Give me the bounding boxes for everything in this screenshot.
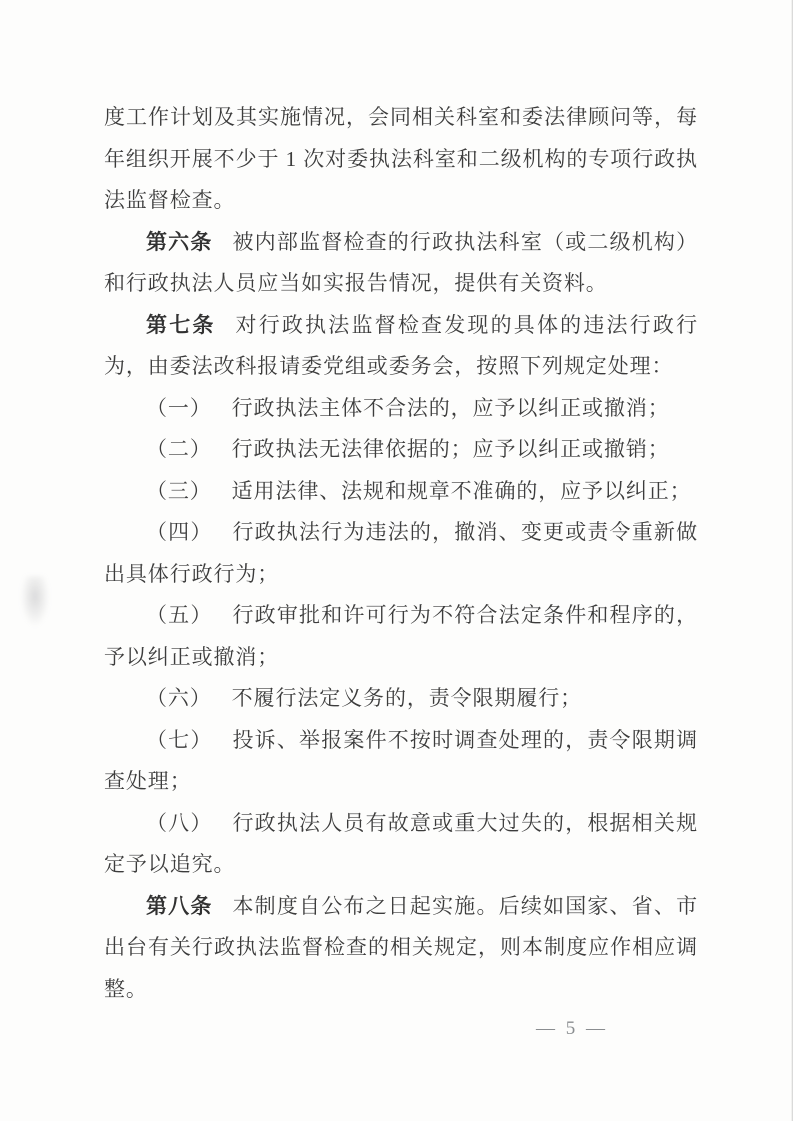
list-item-3 xyxy=(104,471,698,513)
list-item-8 xyxy=(104,803,698,886)
paragraph-article-8 xyxy=(104,886,698,1011)
list-item-5 xyxy=(104,595,698,678)
item-number: （六） xyxy=(146,686,212,710)
page-number: — 5 — xyxy=(536,1018,608,1039)
paragraph-text: 本制度自公布之日起实施。后续如国家、省、市出台有关行政执法监督检查的相关规定，则本制度应作相应调整。 xyxy=(104,893,698,1001)
list-item-2 xyxy=(104,429,698,471)
item-number: （三） xyxy=(146,478,212,503)
item-number: （七） xyxy=(146,727,213,752)
item-number: （二） xyxy=(146,437,212,461)
list-item-1 xyxy=(104,388,698,430)
paragraph-text: 行政执法行为违法的，撤消、变更或责令重新做出具体行政行为； xyxy=(104,520,698,586)
paragraph-continuation xyxy=(104,97,698,222)
article-number: 第八条 xyxy=(146,893,213,918)
paragraph-text: 投诉、举报案件不按时调查处理的，责令限期调查处理； xyxy=(104,727,698,793)
list-item-6 xyxy=(104,678,698,720)
scan-smudge-artifact xyxy=(20,576,50,628)
list-item-7 xyxy=(104,720,698,803)
article-number: 第七条 xyxy=(146,312,216,337)
article-number: 第六条 xyxy=(146,229,213,254)
paragraph-text: 对行政执法监督检查发现的具体的违法行政行为，由委法改科报请委党组或委务会，按照下列规定处理： xyxy=(104,312,699,378)
paragraph-text: 度工作计划及其实施情况，会同相关科室和委法律顾问等，每年组织开展不少于 1 次对委执法科室和二级机构的专项行政执法监督检查。 xyxy=(104,105,698,212)
paragraph-article-7 xyxy=(104,305,698,388)
item-number: （四） xyxy=(146,520,213,544)
item-number: （八） xyxy=(146,810,213,835)
paragraph-text: 适用法律、法规和规章不准确的，应予以纠正； xyxy=(231,478,692,503)
item-number: （五） xyxy=(146,603,213,627)
paragraph-text: 不履行法定义务的，责令限期履行； xyxy=(231,686,583,710)
paragraph-text: 行政执法主体不合法的，应予以纠正或撤消； xyxy=(231,395,670,420)
paragraph-text: 行政审批和许可行为不符合法定条件和程序的，予以纠正或撤消； xyxy=(104,603,698,669)
item-number: （一） xyxy=(146,395,212,420)
paragraph-text: 行政执法人员有故意或重大过失的，根据相关规定予以追究。 xyxy=(104,810,698,876)
paragraph-article-6 xyxy=(104,222,698,305)
paragraph-text: 被内部监督检查的行政执法科室（或二级机构）和行政执法人员应当如实报告情况，提供有关资料。 xyxy=(104,229,698,295)
list-item-4 xyxy=(104,512,698,595)
document-body xyxy=(104,97,698,1010)
paragraph-text: 行政执法无法律依据的；应予以纠正或撤销； xyxy=(231,437,670,461)
